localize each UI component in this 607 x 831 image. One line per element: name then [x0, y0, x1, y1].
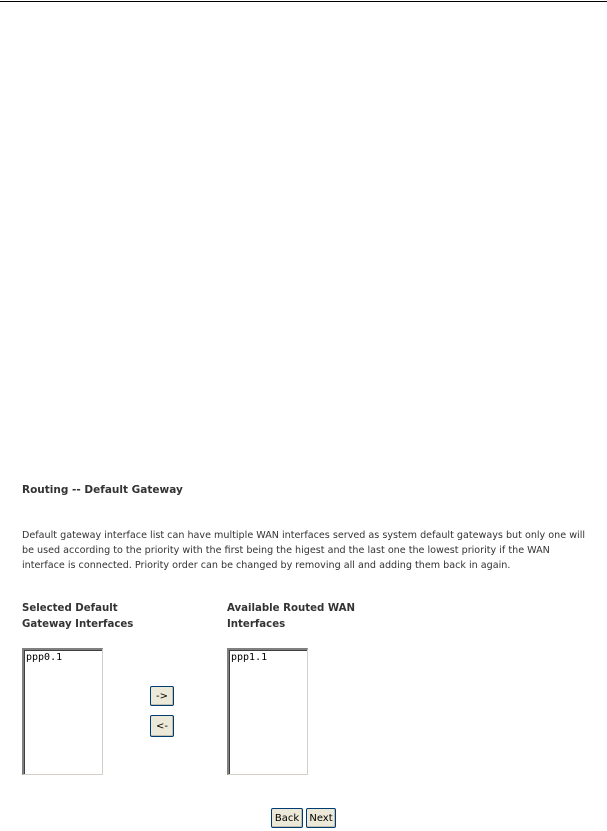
- available-interfaces-list[interactable]: [227, 648, 308, 775]
- available-header-line2: Interfaces: [227, 619, 286, 630]
- page-description: Default gateway interface list can have multiple WAN interfaces served as system default gateways but only one will be used according to the priority with the first being the higest and the last one the lowest priority if the WAN interface is connected. Priority order can be changed by removing all and adding them back in again.: [22, 530, 586, 571]
- selected-interfaces-header: [22, 601, 133, 633]
- move-right-button[interactable]: ->: [150, 686, 174, 706]
- selected-header-line1: Selected Default: [22, 603, 118, 614]
- page-title: Routing -- Default Gateway: [22, 484, 183, 496]
- available-option-ppp1-1[interactable]: ppp1.1: [231, 652, 268, 663]
- selected-option-ppp0-1[interactable]: ppp0.1: [26, 652, 63, 663]
- move-left-button[interactable]: <-: [150, 715, 174, 737]
- available-header-line1: Available Routed WAN: [227, 603, 356, 614]
- top-divider: [0, 1, 607, 2]
- selected-header-line2: Gateway Interfaces: [22, 619, 134, 630]
- next-button[interactable]: Next: [306, 808, 336, 828]
- available-interfaces-header: [227, 601, 355, 633]
- selected-interfaces-list[interactable]: [22, 648, 103, 775]
- back-button[interactable]: Back: [271, 808, 303, 828]
